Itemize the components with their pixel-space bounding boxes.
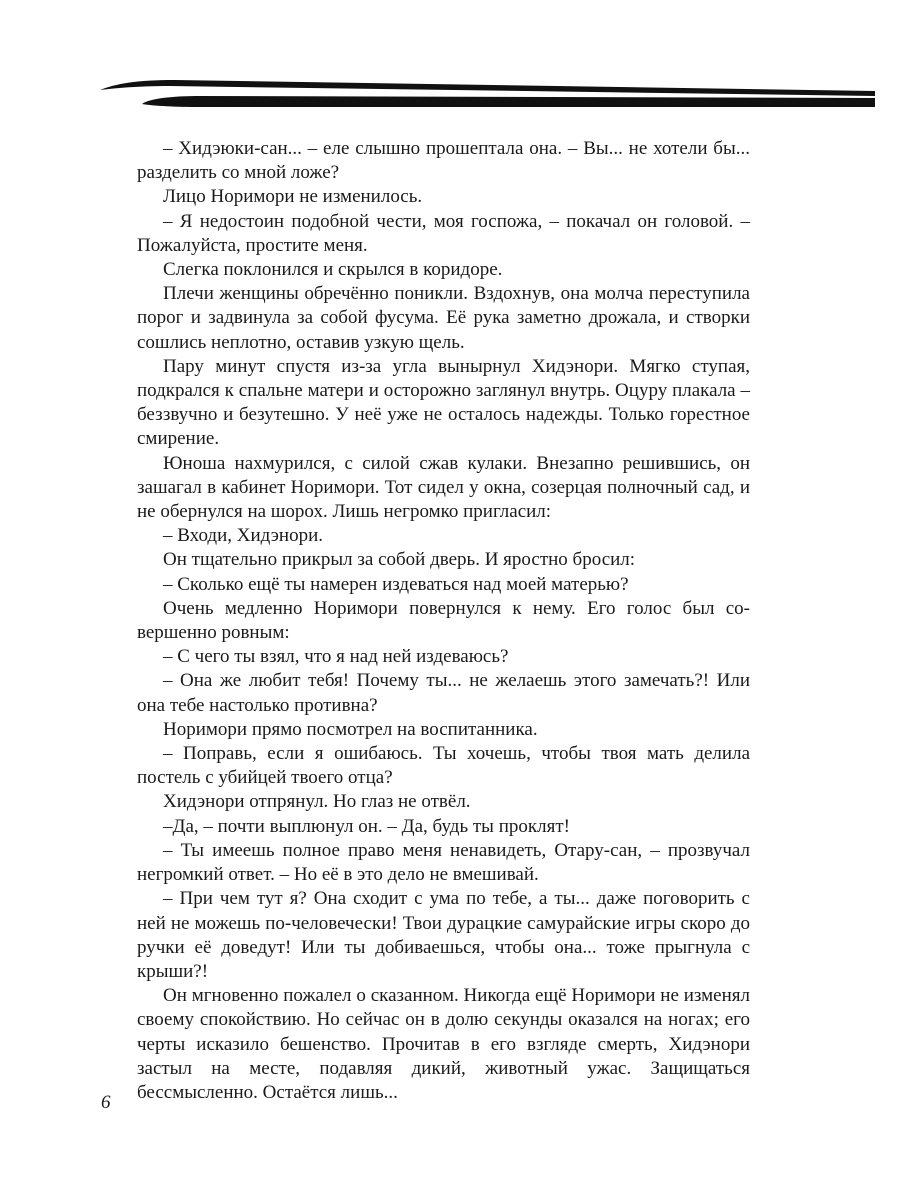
header-ornament-rule (100, 76, 875, 110)
header-rule-upper-stroke (100, 80, 875, 96)
paragraph: – Я недостоин подобной чести, моя госпожа, – покачал он головой. – Пожалуйста, простите меня. (137, 210, 750, 256)
paragraph: –Да, – почти выплюнул он. – Да, будь ты проклят! (163, 815, 570, 837)
paragraph: – Сколько ещё ты намерен издеваться над моей матерью? (163, 573, 629, 595)
paragraph: Он тщательно прикрыл за собой дверь. И яростно бросил: (163, 549, 636, 571)
page-number: 6 (101, 1092, 111, 1113)
header-rule-lower-stroke (142, 96, 875, 107)
paragraph: Норимори прямо посмотрел на воспитанника. (163, 718, 538, 740)
paragraph: Лицо Норимори не изменилось. (163, 186, 423, 208)
paragraph: – Она же любит тебя! Почему ты... не желаешь этого замечать?! Или она тебе настолько противна? (137, 670, 750, 716)
paragraph: – Ты имеешь полное право меня ненавидеть, Отару-сан, – прозвучал негромкий ответ. – Но её в это дело не вмешивай. (137, 839, 750, 886)
paragraph: Очень медленно Норимори повернулся к нему. Его голос был совершенно ровным: (137, 597, 750, 644)
main-text (137, 137, 750, 1105)
paragraph: Плечи женщины обречённо поникли. Вздохнув, она молча переступила порог и задвинула за собой фусума. Её рука заметно дрожала, и створки сошлись неплотно, оставив узкую щель. (137, 283, 750, 353)
paragraph: – С чего ты взял, что я над ней издеваюсь? (163, 646, 509, 668)
paragraph: – Хидэюки-сан... – еле слышно прошептала она. – Вы... не хотели бы... разделить со мной ложе? (137, 138, 750, 184)
paragraph: Хидэнори отпрянул. Но глаз не отвёл. (163, 791, 471, 813)
paragraph: – При чем тут я? Она сходит с ума по тебе, а ты... даже поговорить с ней не можешь по-человечески! Твои дурацкие самурайские игры скоро до ручки её доведут! Или ты добиваешься, чтобы она... тоже прыгнула с крыши?! (137, 888, 750, 982)
paragraph: Он мгновенно пожалел о сказанном. Никогда ещё Норимори не изменял своему спокойствию. Но сейчас он в долю секунды оказался на ногах; его черты исказило бешенство. Прочитав в его взгляде смерть, Хидэнори застыл на месте, подавляя дикий, животный ужас. Защищаться бессмысленно. Остаётся лишь... (137, 985, 750, 1103)
paragraph: – Входи, Хидэнори. (163, 525, 324, 547)
paragraph: Юноша нахмурился, с силой сжав кулаки. Внезапно решившись, он зашагал в кабинет Норимори. Тот сидел у окна, созерцая полночный сад, и не обернулся на шорох. Лишь негромко пригласил: (137, 452, 750, 523)
paragraph: Слегка поклонился и скрылся в коридоре. (163, 259, 503, 281)
paragraph: – Поправь, если я ошибаюсь. Ты хочешь, чтобы твоя мать делила постель с убийцей твоего отца? (137, 743, 750, 789)
paragraph: Пару минут спустя из-за угла вынырнул Хидэнори. Мягко ступая, подкрался к спальне матери и осторожно заглянул внутрь. Оцуру плакала – беззвучно и безутешно. У неё уже не осталось надежды. Только горестное смирение. (137, 355, 750, 450)
